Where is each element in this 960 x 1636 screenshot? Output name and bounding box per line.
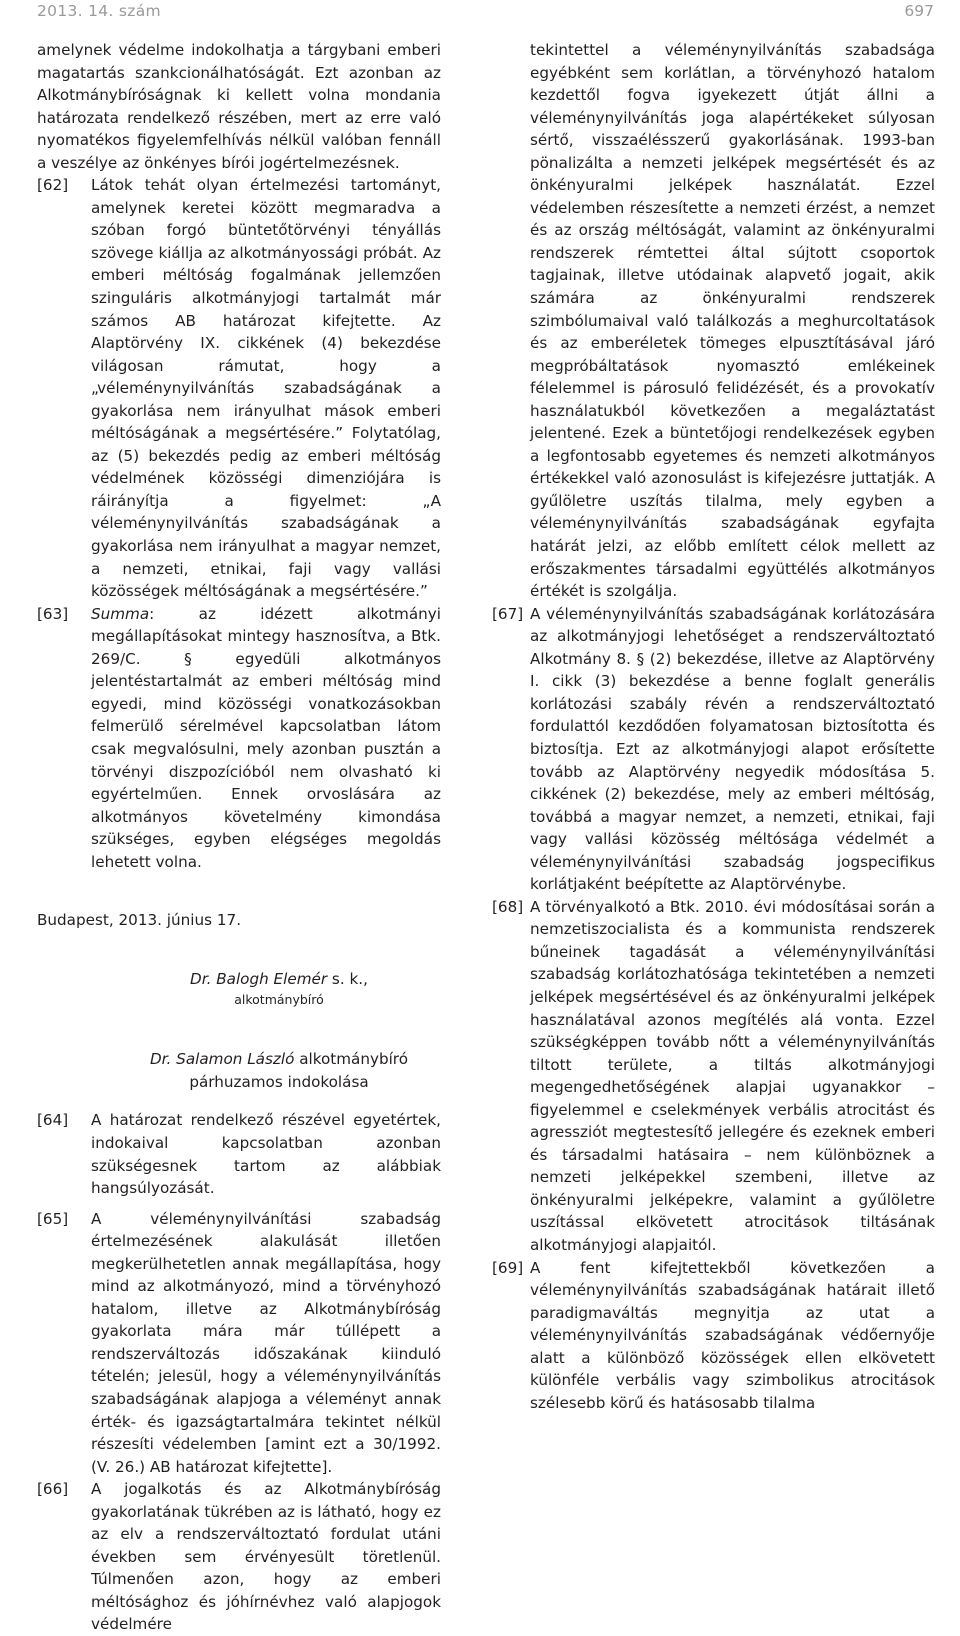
judge-role: alkotmánybíró [234,992,324,1008]
paragraph-text: A véleménynyilvánítási szabadság értelmezésének alakulását illetően megkerülhetetlen annak megállapítása, hogy mind az alkotmányozó, mind a törvényhozó hatalom, illetve az Alkotmánybíróság gyakorlata mára már túllépett a rendszerváltozás időszakának kiinduló tételén; jelesül, hogy a véleménynyilvánítás szabadságának alapjoga a véleményt annak érték- és igazságtartalmára tekintet nélkül részesíti védelemben [amint ezt a 30/1992. (V. 26.) AB határozat kifejtette]. [91,1209,441,1476]
paragraph-67 [492,603,935,896]
paragraph-62 [37,174,441,602]
paragraph-text: A törvényalkotó a Btk. 2010. évi módosításai során a nemzetiszocialista és a kommunista rendszerek bűneinek tagadását a véleménynyilvánítási szabadság korlátozhatósága tekintetében a nemzeti jelképek megsértésével és az önkényuralmi jelképek használatával azonos megítélés alá vonta. Ezzel szükségképpen tovább nőtt a véleménynyilvánítás tiltott területe, a tiltás alkotmányjogi megengedhetőségének alapjai ugyanakkor – figyelemmel e cselekmények verbális atrocitást és agressziót megtestesítő jellegére és ezeknek emberi és társadalmi hatásaira – nem különböznek a nemzeti jelképekkel szembeni, illetve az önkényuralmi jelképekre, valamint a gyűlöletre uszítással elkövetett atrocitások tiltásának alkotmányjogi alapjaitól. [530,897,935,1254]
paragraph-continuation: tekintettel a véleménynyilvánítás szabadsága egyébként sem korlátlan, a törvényhozó hatalom kezdettől fogva igyekezett útját állni a véleménynyilvánítás joga alapértékeket súlyosan sértő, visszaélésszerű gyakorlásának. 1993-ban pönalizálta a nemzeti jelképek megsértését és az önkényuralmi jelképek használatát. Ezzel védelemben részesítette a nemzeti érzést, a nemzet és az ország méltóságát, valamint az önkényuralmi rendszerek rémtettei által sújtott csoportok tagjainak, illetve utódainak alapvető jogait, akik számára az önkényuralmi rendszerek szimbólumaival való találkozás a meghurcoltatások és az emberéletek tömeges elpusztításával járó megpróbáltatások nyomasztó emlékeinek félelemmel is párosuló felidézését, és a provokatív használatukból következően a megaláztatást jelentené. Ezek a büntetőjogi rendelkezések egyben a legfontosabb egyetemes és nemzeti alkotmányos értékekkel való azonosulást is kifejezésre juttatják. A gyűlöletre uszítás tilalma, mely egyben a véleménynyilvánítás szabadságának egyfajta határát jelzi, az előbb említett célok mellett az erőszakmentes társadalmi együttélés alkotmányos értékét is szolgálja. [530,41,935,601]
left-column [37,39,441,1636]
paragraph-number: [66] [37,1480,69,1499]
paragraph-text: A fent kifejtettekből következően a véleménynyilvánítás szabadságának határait illető paradigmaváltás megnyitja az utat a véleménynyilvánítás szabadságának védőernyője alatt a különböző közösségek ellen elkövetett különféle verbális vagy szimbolikus atrocitások szélesebb körű és hatásosabb tilalma [530,1258,935,1412]
judge-suffix: alkotmánybíró [294,1050,409,1069]
paragraph-number: [69] [492,1258,524,1277]
issue-label: 2013. 14. szám [37,2,161,20]
paragraph-text: : az idézett alkotmányi megállapításokat mintegy hasznosítva, a Btk. 269/C. § egyedüli alkotmányos jelentéstartalmát az emberi méltóság mind egyedi, mind közösségi vonatkozásokban felmerülő sérelmével kapcsolatban látom csak megvalósulni, mely azonban pusztán a törvényi diszpozícióból nem olvasható ki egyértelműen. Ennek orvoslására az alkotmányos követelmény kimondása szükséges, egyben elégséges megoldás lehetett volna. [91,604,441,871]
paragraph-number: [64] [37,1111,69,1130]
judge-name: Dr. Balogh Elemér [190,969,328,988]
concurring-opinion-title: párhuzamos indokolása [189,1072,369,1091]
paragraph-number: [65] [37,1209,69,1228]
signature-salamon [37,1048,441,1071]
paragraph-number: [62] [37,176,69,195]
right-column [492,39,935,1414]
place-date: Budapest, 2013. június 17. [37,911,242,930]
paragraph-68 [492,896,935,1257]
paragraph-63 [37,603,441,874]
paragraph-text: A jogalkotás és az Alkotmánybíróság gyakorlatának tükrében az is látható, hogy ez az elv a rendszerváltoztató fordulat utáni években sem érvényesült töretlenül. Túlmenően azon, hogy az emberi méltósághoz és jóhírnévhez való alapjogok védelmére [91,1480,441,1634]
signature-balogh [37,968,441,991]
paragraph-number: [68] [492,897,524,916]
paragraph-text: A véleménynyilvánítás szabadságának korlátozására az alkotmányjogi lehetőséget a rendszerváltoztató Alkotmány 8. § (2) bekezdése, illetve az Alaptörvény I. cikk (3) bekezdése a benne foglalt generális korlátozási szabály révén a rendszerváltoztató fordulattól kezdődően folyamatosan biztosította és biztosítja. Ezt az alkotmányjogi alapot erősítette tovább az Alaptörvény negyedik módosítása 5. cikkének (2) bekezdése, mely az emberi méltóság, továbbá a magyar nemzet, a nemzeti, etnikai, faji vagy vallási közösség méltósága védelmét a véleménynyilvánítási szabadság jogspecifikus korlátjaként beépítette az Alaptörvénybe. [530,604,935,894]
summa-italic: Summa [91,604,150,623]
paragraph-text: A határozat rendelkező részével egyetértek, indokaival kapcsolatban azonban szükségesnek tartom az alábbiak hangsúlyozását. [91,1111,441,1198]
paragraph-text: Látok tehát olyan értelmezési tartományt, amelynek keretei között megmaradva a szóban forgó büntetőtörvényi tényállás szövege kiállja az alkotmányossági próbát. Az emberi méltóság fogalmának jellemzően szinguláris alkotmányjogi tartalmát már számos AB határozat kifejtette. Az Alaptörvény IX. cikkének (4) bekezdése világosan rámutat, hogy a „véleménynyilvánítás szabadságának a gyakorlása nem irányulhat mások emberi méltóságának a megsértésére.” Folytatólag, az (5) bekezdés pedig az emberi méltóság védelmének közösségi dimenziójára is ráirányítja a figyelmet: „A véleménynyilvánítás szabadságának a gyakorlása nem irányulhat a magyar nemzet, a nemzeti, etnikai, faji vagy vallási közösségek méltóságának a megsértésére.” [91,176,441,601]
paragraph-number: [67] [492,604,524,623]
judge-name: Dr. Salamon László [149,1050,295,1069]
paragraph-continuation: amelynek védelme indokolhatja a tárgybani emberi magatartás szankcionálhatóságát. Ezt azonban az Alkotmánybíróságnak ki kellett volna mondania határozata rendelkező részében, mert az erre való nyomatékos figyelemfelhívás nélkül valóban fennáll a veszélye az önkényes bírói jogértelmezésnek. [37,41,441,172]
page-number: 697 [904,2,934,20]
paragraph-66 [37,1478,441,1636]
paragraph-69 [492,1257,935,1415]
paragraph-number: [63] [37,604,69,623]
judge-suffix: s. k., [327,969,368,988]
paragraph-64 [37,1109,441,1199]
page-header [37,0,934,26]
